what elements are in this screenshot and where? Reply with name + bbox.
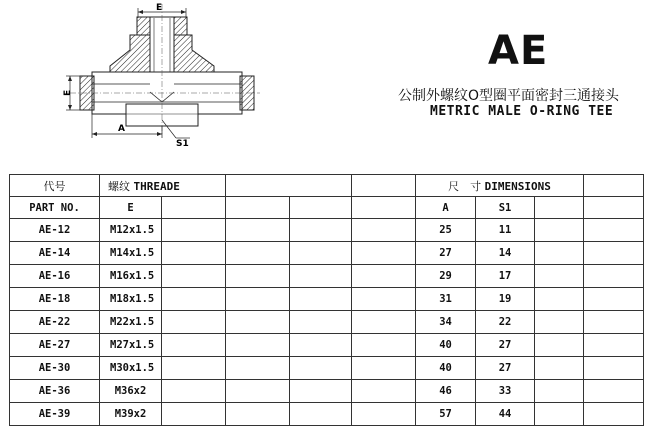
cell-s1: 27 bbox=[476, 334, 535, 357]
cell-a: 40 bbox=[416, 357, 476, 380]
header-thread-en: THREADE bbox=[133, 179, 180, 193]
table-row bbox=[10, 265, 644, 288]
table-row bbox=[10, 311, 644, 334]
table-row bbox=[10, 334, 644, 357]
cell-s1: 27 bbox=[476, 357, 535, 380]
dimensions-table bbox=[9, 174, 644, 426]
cell-a: 34 bbox=[416, 311, 476, 334]
dim-s1-label: S1 bbox=[176, 139, 189, 149]
cell-part: AE-16 bbox=[10, 265, 100, 288]
header-s1: S1 bbox=[476, 197, 535, 219]
cell-e: M36x2 bbox=[100, 380, 162, 403]
header-empty-3 bbox=[584, 175, 644, 197]
table-row bbox=[10, 380, 644, 403]
table-header-row-1 bbox=[10, 175, 644, 197]
header-a: A bbox=[416, 197, 476, 219]
cell-e: M30x1.5 bbox=[100, 357, 162, 380]
cell-a: 40 bbox=[416, 334, 476, 357]
cell-part: AE-30 bbox=[10, 357, 100, 380]
header-thread-cn: 螺纹 bbox=[108, 179, 130, 193]
header-part-en: PART NO. bbox=[10, 197, 100, 219]
cell-e: M16x1.5 bbox=[100, 265, 162, 288]
cell-s1: 11 bbox=[476, 219, 535, 242]
header-part-cn: 代号 bbox=[10, 175, 100, 197]
cell-s1: 17 bbox=[476, 265, 535, 288]
table-row bbox=[10, 242, 644, 265]
cell-e: M14x1.5 bbox=[100, 242, 162, 265]
header-e: E bbox=[100, 197, 162, 219]
header-dim-en: DIMENSIONS bbox=[484, 179, 551, 193]
product-code: AE bbox=[488, 28, 549, 74]
table-row bbox=[10, 403, 644, 426]
tee-fitting-drawing bbox=[60, 0, 260, 150]
dim-a-label: A bbox=[118, 124, 125, 134]
cell-a: 46 bbox=[416, 380, 476, 403]
cell-part: AE-36 bbox=[10, 380, 100, 403]
title-english: METRIC MALE O-RING TEE bbox=[430, 104, 614, 119]
cell-e: M22x1.5 bbox=[100, 311, 162, 334]
cell-s1: 22 bbox=[476, 311, 535, 334]
header-empty-2 bbox=[352, 175, 416, 197]
header-dim-cn: 尺 寸 bbox=[448, 179, 482, 193]
dim-e-top-label: E bbox=[156, 3, 163, 13]
cell-a: 57 bbox=[416, 403, 476, 426]
cell-part: AE-39 bbox=[10, 403, 100, 426]
header-thread bbox=[100, 175, 226, 197]
cell-a: 25 bbox=[416, 219, 476, 242]
cell-a: 27 bbox=[416, 242, 476, 265]
cell-s1: 33 bbox=[476, 380, 535, 403]
table-header-row-2 bbox=[10, 197, 644, 219]
cell-s1: 14 bbox=[476, 242, 535, 265]
cell-part: AE-18 bbox=[10, 288, 100, 311]
table-row bbox=[10, 219, 644, 242]
cell-a: 31 bbox=[416, 288, 476, 311]
cell-part: AE-14 bbox=[10, 242, 100, 265]
header-empty-1 bbox=[226, 175, 352, 197]
dim-e-left-label: E bbox=[63, 89, 73, 96]
cell-e: M27x1.5 bbox=[100, 334, 162, 357]
header-dimensions bbox=[416, 175, 584, 197]
cell-e: M12x1.5 bbox=[100, 219, 162, 242]
cell-e: M18x1.5 bbox=[100, 288, 162, 311]
cell-part: AE-27 bbox=[10, 334, 100, 357]
cell-s1: 44 bbox=[476, 403, 535, 426]
cell-part: AE-22 bbox=[10, 311, 100, 334]
cell-part: AE-12 bbox=[10, 219, 100, 242]
cell-s1: 19 bbox=[476, 288, 535, 311]
table-row bbox=[10, 288, 644, 311]
cell-a: 29 bbox=[416, 265, 476, 288]
title-chinese: 公制外螺纹O型圈平面密封三通接头 bbox=[398, 88, 620, 104]
table-row bbox=[10, 357, 644, 380]
cell-e: M39x2 bbox=[100, 403, 162, 426]
